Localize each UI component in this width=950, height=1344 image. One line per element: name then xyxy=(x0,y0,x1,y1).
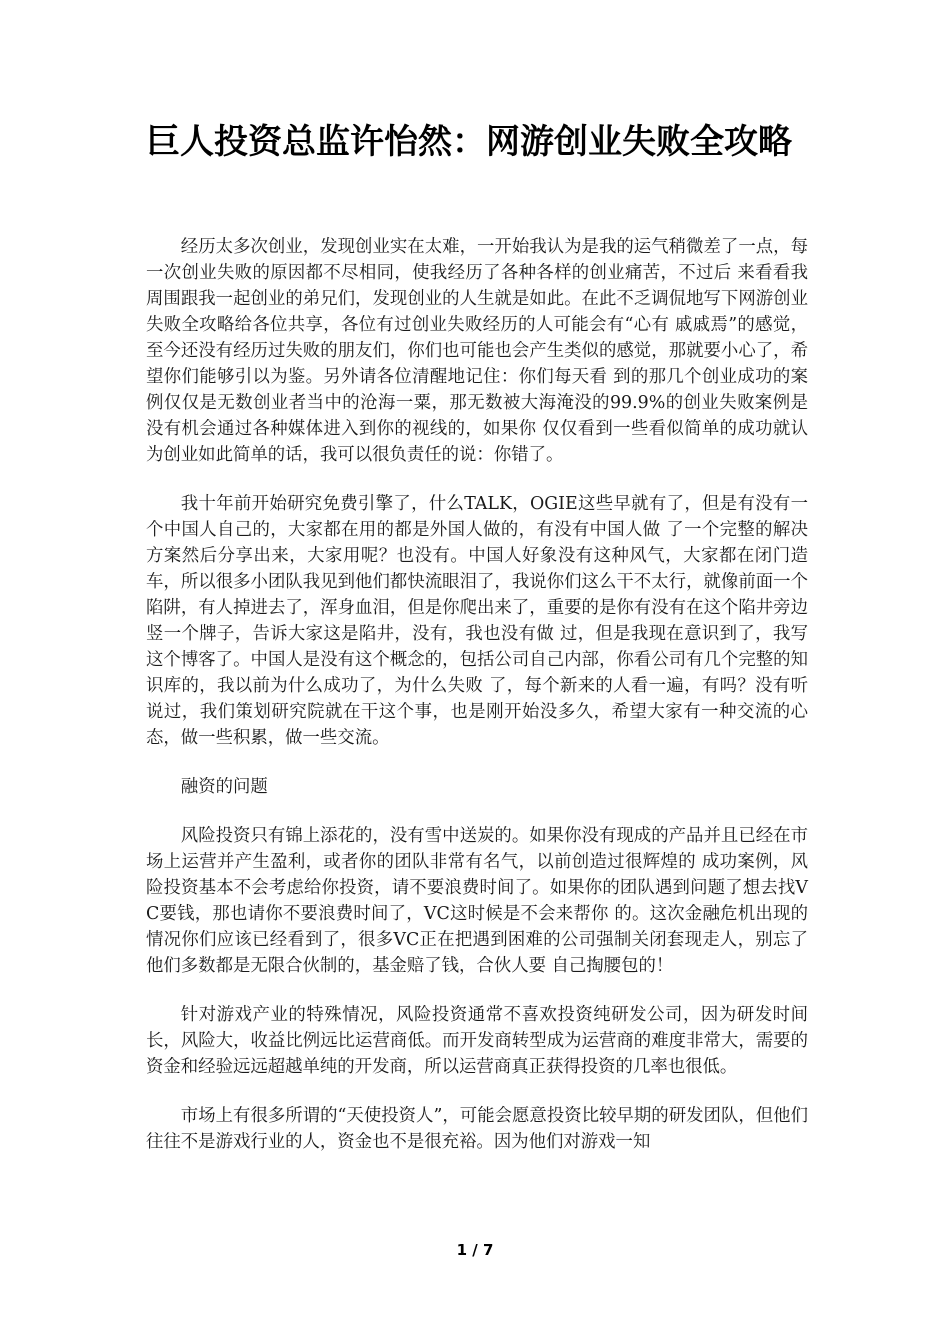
paragraph-4: 针对游戏产业的特殊情况，风险投资通常不喜欢投资纯研发公司，因为研发时间长，风险大，收益比例远比运营商低。而开发商转型成为运营商的难度非常大，需要的资金和经验远远超越单纯的开发商，所以运营商真正获得投资的几率也很低。 xyxy=(146,1005,808,1077)
paragraph-1: 经历太多次创业，发现创业实在太难，一开始我认为是我的运气稍微差了一点，每一次创业失败的原因都不尽相同，使我经历了各种各样的创业痛苦，不过后 来看看我周围跟我一起创业的弟兄们，发现创业的人生就是如此。在此不乏调侃地写下网游创业失败全攻略给各位共享，各位有过创业失败经历的人可能会有“心有 戚戚焉”的感觉，至今还没有经历过失败的朋友们，你们也可能也会产生类似的感觉，那就要小心了，希望你们能够引以为鉴。另外请各位清醒地记住：你们每天看 到的那几个创业成功的案例仅仅是无数创业者当中的沧海一粟，那无数被大海淹没的99.9%的创业失败案例是没有机会通过各种媒体进入到你的视线的，如果你 仅仅看到一些看似简单的成功就认为创业如此简单的话，我可以很负责任的说：你错了。 xyxy=(146,237,808,465)
paragraph-5: 市场上有很多所谓的“天使投资人”，可能会愿意投资比较早期的研发团队，但他们往往不是游戏行业的人，资金也不是很充裕。因为他们对游戏一知 xyxy=(146,1106,808,1152)
paragraph-3: 风险投资只有锦上添花的，没有雪中送炭的。如果你没有现成的产品并且已经在市场上运营并产生盈利，或者你的团队非常有名气，以前创造过很辉煌的 成功案例，风险投资基本不会考虑给你投资，请不要浪费时间了。如果你的团队遇到问题了想去找VC要钱，那也请你不要浪费时间了，VC这时候是不会来帮你 的。这次金融危机出现的情况你们应该已经看到了，很多VC正在把遇到困难的公司强制关闭套现走人，别忘了他们多数都是无限合伙制的，基金赔了钱，合伙人要 自己掏腰包的！ xyxy=(146,826,808,976)
article-body xyxy=(146,234,808,1178)
paragraph-2: 我十年前开始研究免费引擎了，什么TALK，OGIE这些早就有了，但是有没有一个中国人自己的，大家都在用的都是外国人做的，有没有中国人做 了一个完整的解决方案然后分享出来，大家用呢？也没有。中国人好象没有这种风气，大家都在闭门造车，所以很多小团队我见到他们都快流眼泪了，我说你们这么干不太行，就像前面一个陷阱，有人掉进去了，浑身血泪，但是你爬出来了，重要的是你有没有在这个陷井旁边竖一个牌子，告诉大家这是陷井，没有，我也没有做 过，但是我现在意识到了，我写这个博客了。中国人是没有这个概念的，包括公司自己内部，你看公司有几个完整的知识库的，我以前为什么成功了，为什么失败 了，每个新来的人看一遍，有吗？没有听说过，我们策划研究院就在干这个事，也是刚开始没多久，希望大家有一种交流的心态，做一些积累，做一些交流。 xyxy=(146,494,808,748)
article-title: 巨人投资总监许怡然：网游创业失败全攻略 xyxy=(146,122,792,162)
page-number: 1 / 7 xyxy=(456,1241,494,1259)
section-heading-financing: 融资的问题 xyxy=(180,777,268,797)
